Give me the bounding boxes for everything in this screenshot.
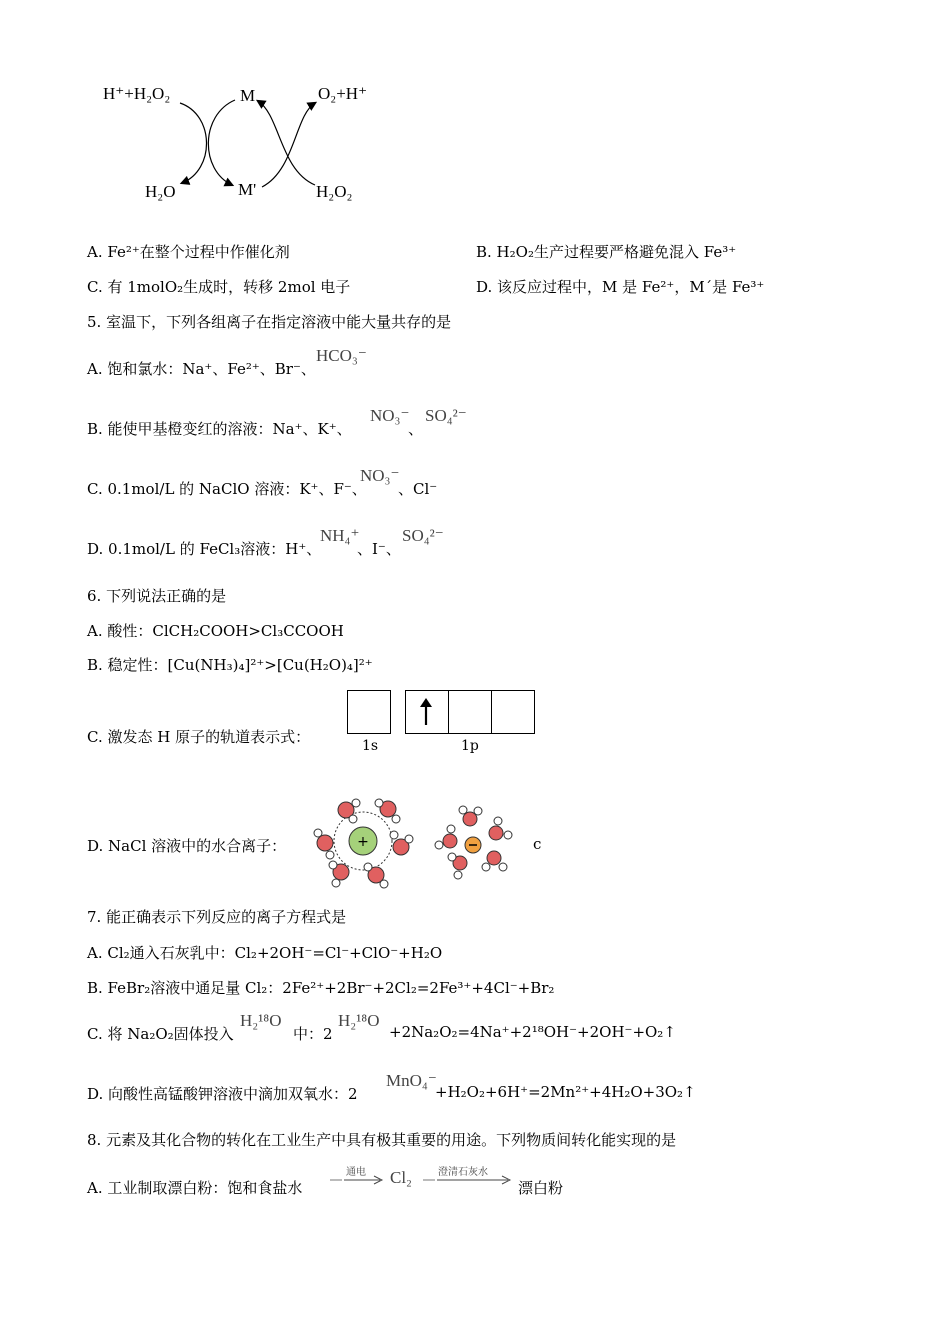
cycle-arrows xyxy=(170,95,330,195)
q5-c-ion: NO₃⁻ xyxy=(360,466,400,485)
q5-a-ion: HCO₃⁻ xyxy=(316,346,367,365)
q5-d-ion1: NH₄⁺ xyxy=(320,526,360,545)
q7-c-h2o-1: H₂¹⁸O xyxy=(240,1011,282,1030)
cycle-center-bottom: M' xyxy=(238,180,257,199)
q8-arrow1-label: 通电 xyxy=(346,1167,366,1178)
hydrated-cl-ion xyxy=(435,806,512,879)
cycle-center-top: M xyxy=(240,86,256,105)
q8-a-pre: A. 工业制取漂白粉：饱和食盐水 xyxy=(87,1179,303,1197)
q5-d-mid: 、I⁻、 xyxy=(357,540,401,558)
q4-option-b: B. H₂O₂生产过程要严格避免混入 Fe³⁺ xyxy=(476,243,737,261)
q6-stem: 6. 下列说法正确的是 xyxy=(87,587,227,605)
orbital-1p-label: 1p xyxy=(461,738,479,754)
q5-option-d: D. 0.1mol/L 的 FeCl₃溶液：H⁺、 xyxy=(87,540,322,558)
left-arc-2 xyxy=(208,100,235,185)
electron-up-arrow-icon xyxy=(417,697,435,727)
q7-option-a: A. Cl₂通入石灰乳中：Cl₂+2OH⁻=Cl⁻+ClO⁻+H₂O xyxy=(87,944,443,962)
q7-c-post: +2Na₂O₂=4Na⁺+2¹⁸OH⁻+2OH⁻+O₂↑ xyxy=(389,1023,676,1041)
orbital-1p-box-3 xyxy=(491,690,535,734)
q8-arrow2-label: 澄清石灰水 xyxy=(438,1167,488,1178)
q5-b-ion2: SO₄²⁻ xyxy=(425,406,467,425)
hydrated-ions-figure xyxy=(308,795,518,890)
q8-a-post: 漂白粉 xyxy=(518,1179,564,1197)
hydrated-na-ion xyxy=(314,799,413,888)
q4-option-a: A. Fe²⁺在整个过程中作催化剂 xyxy=(87,243,290,261)
q8-mid: Cl₂ xyxy=(390,1168,412,1187)
q6-option-b: B. 稳定性：[Cu(NH₃)₄]²⁺>[Cu(H₂O)₄]²⁺ xyxy=(87,656,373,674)
q7-stem: 7. 能正确表示下列反应的离子方程式是 xyxy=(87,908,347,926)
q7-d-ion: MnO₄⁻ xyxy=(386,1071,437,1090)
q5-c-tail: 、Cl⁻ xyxy=(398,480,438,498)
q5-b-ion1: NO₃⁻ xyxy=(370,406,410,425)
q5-option-c: C. 0.1mol/L 的 NaClO 溶液：K⁺、F⁻、 xyxy=(87,480,367,498)
q6-option-d: D. NaCl 溶液中的水合离子： xyxy=(87,837,287,855)
cycle-top-left: H⁺+H₂O₂ xyxy=(103,84,171,103)
q8-arrow1-icon xyxy=(330,1174,385,1186)
q7-c-mid: 中：2 xyxy=(293,1025,333,1043)
orbital-1p-box-2 xyxy=(448,690,492,734)
q8-stem: 8. 元素及其化合物的转化在工业生产中具有极其重要的用途。下列物质间转化能实现的是 xyxy=(87,1131,677,1149)
q7-c-h2o-2: H₂¹⁸O xyxy=(338,1011,380,1030)
q6-option-c: C. 激发态 H 原子的轨道表示式： xyxy=(87,728,311,746)
cycle-top-right: O₂+H⁺ xyxy=(318,84,368,103)
cycle-bottom-right: H₂O₂ xyxy=(316,182,353,201)
q5-stem: 5. 室温下，下列各组离子在指定溶液中能大量共存的是 xyxy=(87,313,452,331)
svg-text:+: + xyxy=(357,834,369,850)
orbital-1s-label: 1s xyxy=(362,738,379,754)
left-arc-1 xyxy=(180,103,207,183)
q5-option-a: A. 饱和氯水：Na⁺、Fe²⁺、Br⁻、 xyxy=(87,360,316,378)
q7-d-post: +H₂O₂+6H⁺=2Mn²⁺+4H₂O+3O₂↑ xyxy=(435,1083,696,1101)
q7-c-pre: C. 将 Na₂O₂固体投入 xyxy=(87,1025,234,1043)
q4-option-d: D. 该反应过程中，M 是 Fe²⁺，M´是 Fe³⁺ xyxy=(476,278,765,296)
q5-d-ion2: SO₄²⁻ xyxy=(402,526,444,545)
q6-d-tail: c xyxy=(533,835,542,853)
q4-option-c: C. 有 1molO₂生成时，转移 2mol 电子 xyxy=(87,278,351,296)
orbital-1s-box xyxy=(347,690,391,734)
q5-b-sep: 、 xyxy=(408,420,424,438)
q7-d-pre: D. 向酸性高锰酸钾溶液中滴加双氧水：2 xyxy=(87,1085,358,1103)
q6-option-a: A. 酸性：ClCH₂COOH>Cl₃CCOOH xyxy=(87,622,344,640)
q7-option-b: B. FeBr₂溶液中通足量 Cl₂：2Fe²⁺+2Br⁻+2Cl₂=2Fe³⁺+4Cl⁻+Br₂ xyxy=(87,979,555,997)
q8-arrow2-icon xyxy=(423,1174,513,1186)
right-arc-2 xyxy=(258,101,315,185)
q5-option-b: B. 能使甲基橙变红的溶液：Na⁺、K⁺、 xyxy=(87,420,352,438)
cycle-bottom-left: H₂O xyxy=(145,182,176,201)
